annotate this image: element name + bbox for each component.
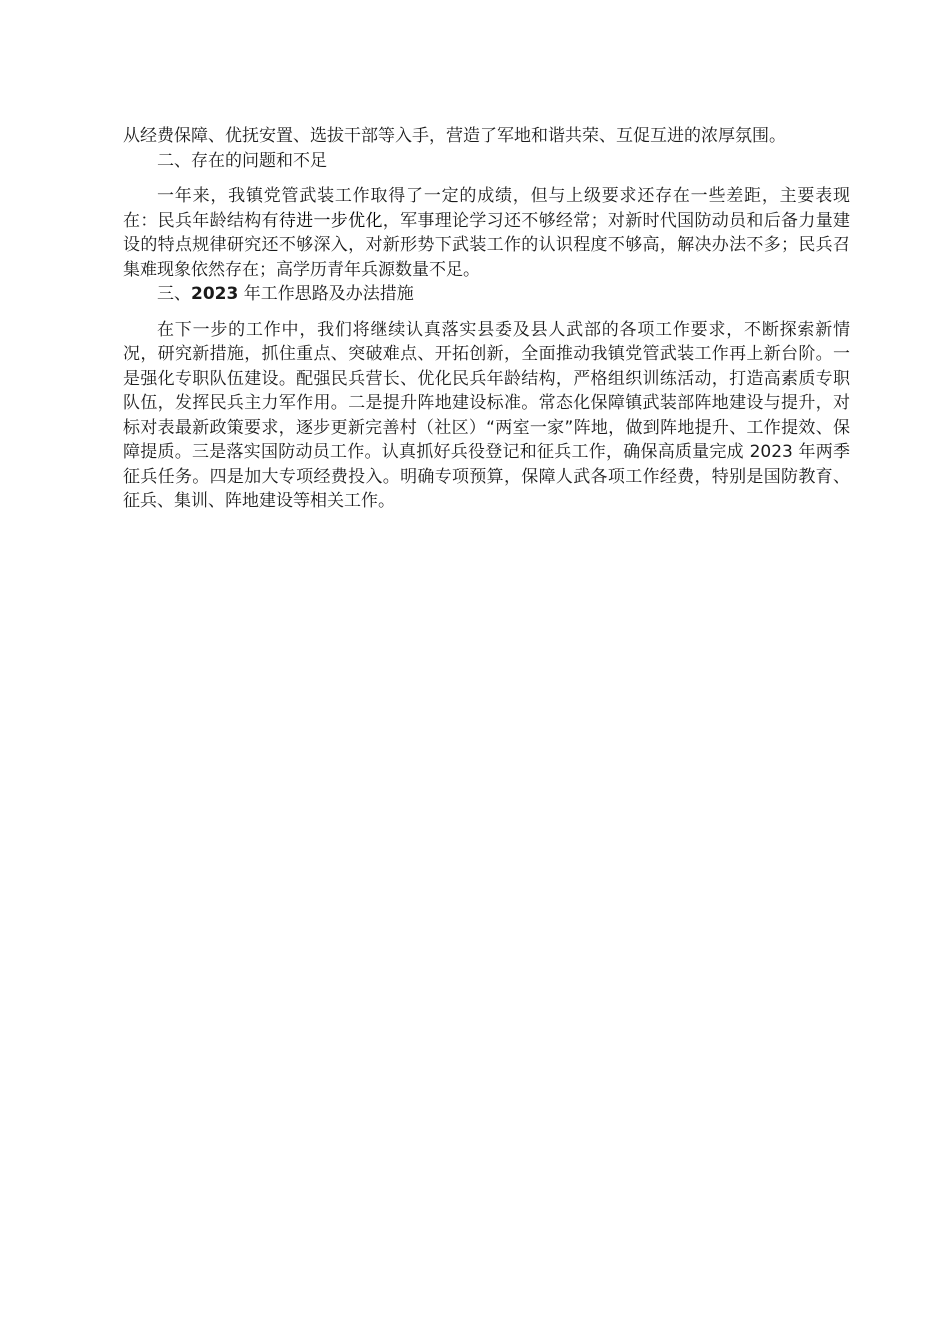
paragraph-problems-text-b: ，军事理论学习还不够经常；对新时代国防动员和后备力量建设的特点规律研究还不够深入，对新形势下武装工作的认识程度不够高，解决办法不多；民兵召集难现象依然存在；高学历青年兵源数量不足。	[123, 210, 851, 280]
section-heading-plan-suffix: 年工作思路及办法措施	[238, 284, 414, 304]
document-page	[123, 124, 850, 514]
paragraph-problems	[123, 184, 850, 282]
section-heading-problems: 二、存在的问题和不足	[157, 150, 327, 171]
section-heading-plan	[123, 282, 850, 307]
paragraph-plan: 在下一步的工作中，我们将继续认真落实县委及县人武部的各项工作要求，不断探索新情况，研究新措施，抓住重点、突破难点、开拓创新，全面推动我镇党管武装工作再上新台阶。一是强化专职队伍建设。配强民兵营长、优化民兵年龄结构，严格组织训练活动，打造高素质专职队伍，发挥民兵主力军作用。二是提升阵地建设标准。常态化保障镇武装部阵地建设与提升，对标对表最新政策要求，逐步更新完善村（社区）“两室一家”阵地，做到阵地提升、工作提效、保障提质。三是落实国防动员工作。认真抓好兵役登记和征兵工作，确保高质量完成 2023 年两季征兵任务。四是加大专项经费投入。明确专项预算，保障人武各项工作经费，特别是国防教育、征兵、集训、阵地建设等相关工作。	[123, 319, 850, 511]
paragraph-problems-text-a: 一年来，我镇党管武装工作取得了一定的成绩，但与上级要求还存在一些差距，主要表现在：民兵年龄结构有	[123, 186, 850, 231]
paragraph-continuation: 从经费保障、优抚安置、选拔干部等入手，营造了军地和谐共荣、互促互进的浓厚氛围。	[123, 126, 786, 146]
highlighted-phrase: 待进一步优化	[278, 210, 383, 231]
section-heading-plan-prefix: 三、	[157, 284, 191, 304]
section-heading-plan-year: 2023	[191, 284, 239, 304]
